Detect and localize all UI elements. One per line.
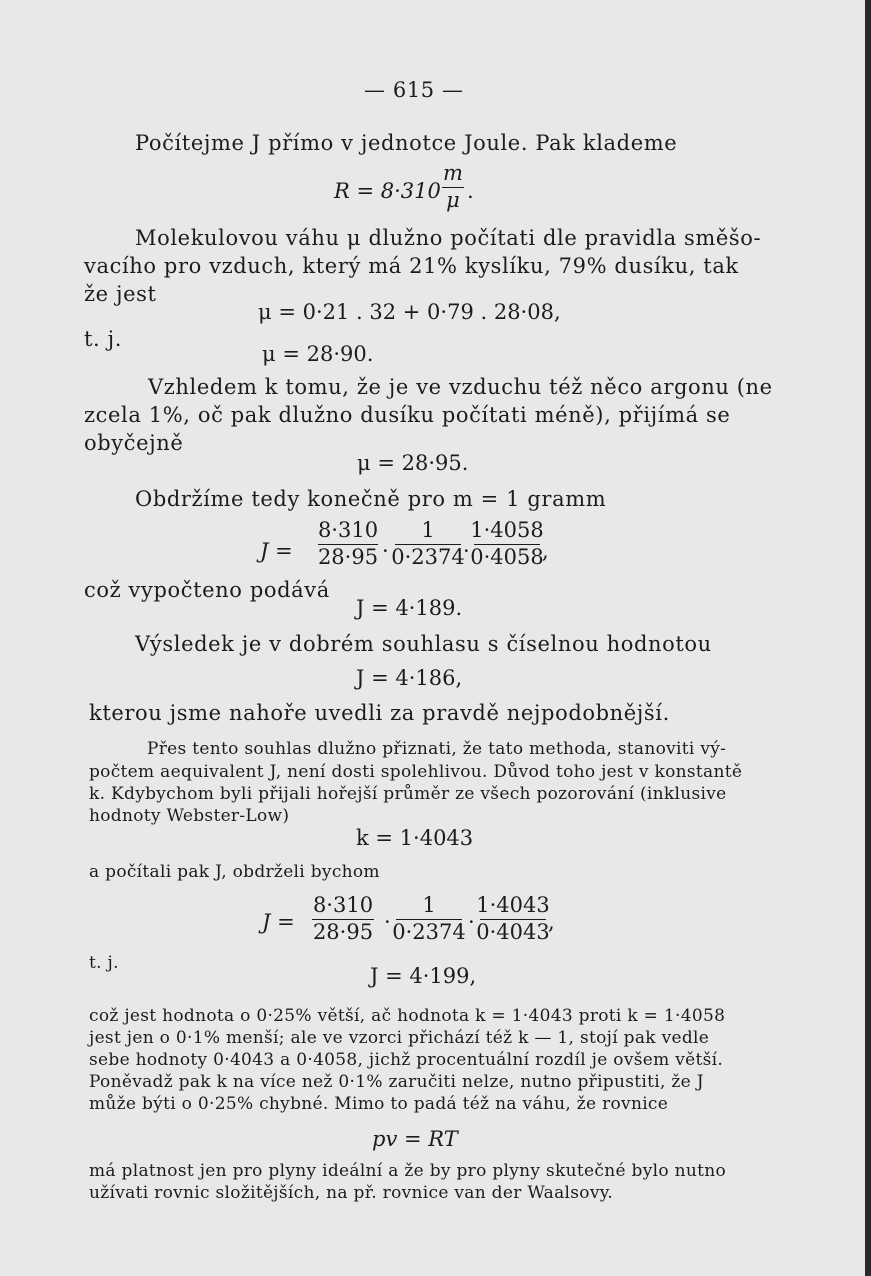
numerator: 8·310 — [317, 518, 379, 542]
equation-mu-2890: μ = 28·90. — [262, 342, 374, 366]
note-line-1: Přes tento souhlas dlužno přiznati, že tato methoda, stanoviti vý- — [147, 739, 727, 759]
multiplication-dot: · — [384, 910, 391, 934]
denominator: 0·4058 — [470, 545, 544, 569]
paragraph-molecular-line-3: že jest — [84, 282, 157, 306]
label-tj-1: t. j. — [84, 327, 122, 351]
multiplication-dot: · — [463, 539, 470, 563]
equation-j1-fraction-2 — [391, 518, 465, 569]
numerator: 1 — [421, 518, 435, 542]
note-compute-j: a počítali pak J, obdrželi bychom — [89, 862, 380, 882]
note-comparison-line-5: může býti o 0·25% chybné. Mimo to padá též na váhu, že rovnice — [89, 1094, 669, 1114]
equation-pv-rt: pv = RT — [372, 1127, 458, 1151]
paragraph-molecular-line-2: vacího pro vzduch, který má 21% kyslíku, 79% dusíku, tak — [84, 254, 739, 278]
numerator: 8·310 — [312, 893, 374, 917]
equation-j4-fraction-1 — [312, 895, 374, 943]
note-ideal-gas-line-2: užívati rovnic složitějších, na př. rovnice van der Waalsovy. — [89, 1183, 614, 1203]
denominator: 0·4043 — [476, 920, 550, 944]
equation-mu-2895: μ = 28·95. — [357, 451, 469, 475]
paragraph-gramm: Obdržíme tedy konečně pro m = 1 gramm — [135, 487, 607, 511]
label-tj-2: t. j. — [89, 953, 119, 973]
equation-j-4186: J = 4·186, — [356, 666, 463, 690]
denominator: 28·95 — [312, 920, 374, 944]
equation-j-4199: J = 4·199, — [370, 964, 477, 988]
equation-j1-comma: , — [542, 539, 549, 563]
multiplication-dot: · — [468, 910, 475, 934]
note-line-2: počtem aequivalent J, není dosti spolehlivou. Důvod toho jest v konstantě — [89, 762, 743, 782]
denominator: 0·2374 — [392, 920, 466, 944]
equation-j1-fraction-3 — [470, 518, 544, 569]
numerator: 1·4058 — [470, 518, 544, 542]
note-line-4: hodnoty Webster-Low) — [89, 806, 290, 826]
note-comparison-line-4: Poněvadž pak k na více než 0·1% zaručiti nelze, nutno připustiti, že J — [89, 1072, 704, 1092]
paragraph-intro: Počítejme J přímo v jednotce Joule. Pak klademe — [135, 131, 678, 155]
equation-r-lhs: R = 8·310 — [334, 179, 441, 203]
paragraph-computed: což vypočteno podává — [84, 578, 330, 602]
paragraph-argon-line-1: Vzhledem k tomu, že je ve vzduchu též něco argonu (ne — [148, 375, 773, 399]
paragraph-argon-line-3: obyčejně — [84, 431, 184, 455]
page-number: — 615 — — [364, 78, 464, 102]
equation-r-numerator: m — [443, 161, 463, 185]
page-edge — [865, 0, 871, 1276]
equation-r-period: . — [467, 179, 474, 203]
numerator: 1 — [422, 893, 436, 917]
multiplication-dot: · — [382, 539, 389, 563]
equation-j4-fraction-2 — [392, 893, 466, 944]
equation-k: k = 1·4043 — [356, 826, 474, 850]
paragraph-most-probable: kterou jsme nahoře uvedli za pravdě nejpodobnější. — [89, 701, 670, 725]
note-comparison-line-3: sebe hodnoty 0·4043 a 0·4058, jichž procentuální rozdíl je ovšem větší. — [89, 1050, 724, 1070]
denominator: 0·2374 — [391, 545, 465, 569]
note-line-3: k. Kdybychom byli přijali hořejší průměr ze všech pozorování (inklusive — [89, 784, 727, 804]
note-comparison-line-2: jest jen o 0·1% menší; ale ve vzorci přichází též k — 1, stojí pak vedle — [89, 1028, 710, 1048]
equation-j1-fraction-1 — [318, 520, 378, 568]
equation-r-fraction — [442, 163, 464, 211]
equation-mu-composition: μ = 0·21 . 32 + 0·79 . 28·08, — [258, 300, 561, 324]
equation-r-denominator: μ — [446, 188, 460, 212]
equation-j-4189: J = 4·189. — [356, 596, 463, 620]
denominator: 28·95 — [317, 545, 379, 569]
paragraph-molecular-line-1: Molekulovou váhu μ dlužno počítati dle pravidla směšo- — [135, 226, 762, 250]
paragraph-result: Výsledek je v dobrém souhlasu s číselnou hodnotou — [135, 632, 712, 656]
equation-j4-fraction-3 — [476, 893, 550, 944]
equation-j4-comma: , — [548, 910, 555, 934]
equation-j4-lhs: J = — [262, 910, 295, 934]
paragraph-argon-line-2: zcela 1%, oč pak dlužno dusíku počítati méně), přijímá se — [84, 403, 731, 427]
note-comparison-line-1: což jest hodnota o 0·25% větší, ač hodnota k = 1·4043 proti k = 1·4058 — [89, 1006, 726, 1026]
note-ideal-gas-line-1: má platnost jen pro plyny ideální a že by pro plyny skutečné bylo nutno — [89, 1161, 726, 1181]
equation-j1-lhs: J = — [260, 539, 293, 563]
numerator: 1·4043 — [476, 893, 550, 917]
